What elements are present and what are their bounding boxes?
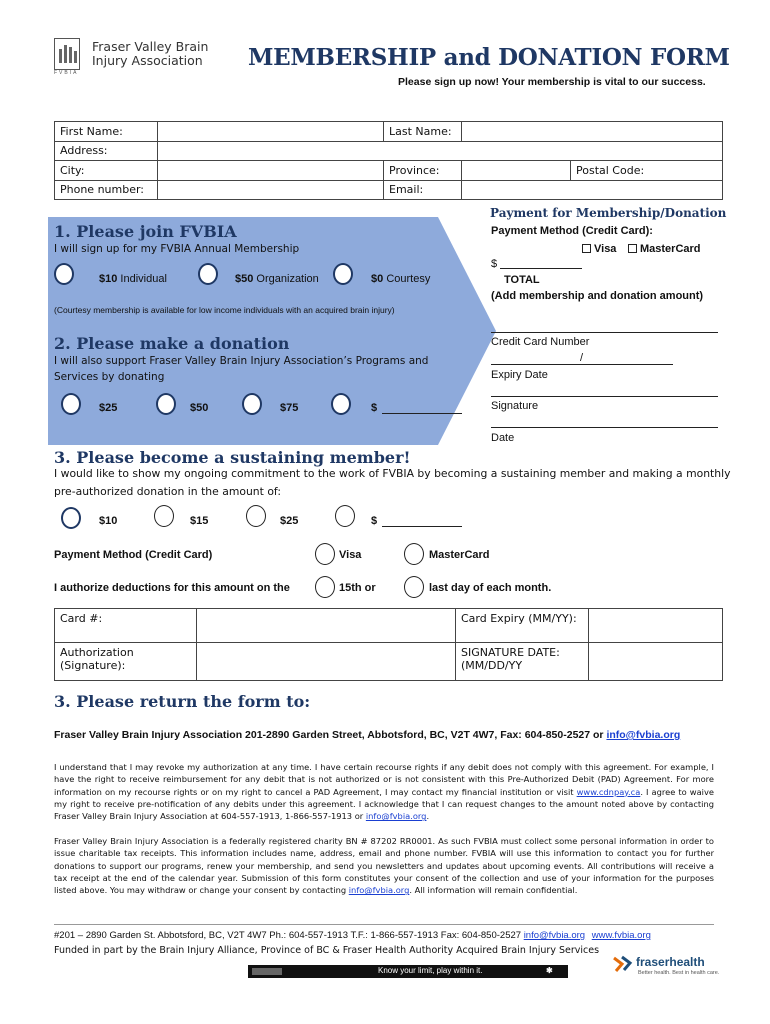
- donation-radio-other[interactable]: [331, 393, 351, 415]
- total-label: TOTAL: [504, 274, 540, 286]
- label: Organization: [256, 273, 319, 285]
- footer-website-link[interactable]: www.fvbia.org: [591, 930, 651, 941]
- sustaining-radio-10[interactable]: [61, 507, 81, 529]
- visa-label: Visa: [594, 243, 617, 255]
- section3-intro-line2: pre-authorized donation in the amount of:: [54, 485, 281, 498]
- first-name-label: First Name:: [55, 122, 158, 142]
- card-number-input[interactable]: [197, 609, 456, 643]
- form-subtitle: Please sign up now! Your membership is vital to our success.: [398, 76, 706, 88]
- expiry-label: Expiry Date: [491, 369, 548, 381]
- amount: $10: [99, 273, 118, 285]
- donation-radio-50[interactable]: [156, 393, 176, 415]
- authorization-label-line2: (Signature):: [60, 659, 126, 672]
- email-field[interactable]: [462, 180, 723, 200]
- postal-code-label[interactable]: Postal Code:: [571, 161, 723, 181]
- card-number-line[interactable]: [491, 332, 718, 333]
- return-email-link[interactable]: info@fvbia.org: [606, 729, 681, 741]
- amount: $0: [371, 273, 384, 285]
- phone-field[interactable]: [158, 180, 384, 200]
- footer-contact: [54, 930, 651, 941]
- section2-intro-line1: I will also support Fraser Valley Brain Injury Association’s Programs and: [54, 355, 429, 367]
- footer-email-link[interactable]: info@fvbia.org: [523, 930, 586, 941]
- card-expiry-label: Card Expiry (MM/YY):: [456, 609, 589, 643]
- sustaining-visa-label: Visa: [339, 549, 362, 561]
- membership-radio-organization[interactable]: [198, 263, 218, 285]
- authorization-input[interactable]: [197, 643, 456, 681]
- donation-option-75: $75: [280, 402, 299, 414]
- donation-option-50: $50: [190, 402, 209, 414]
- section3-intro-line1: I would like to show my ongoing commitment to the work of FVBIA by becoming a sustaining member and making a monthly: [54, 467, 731, 480]
- mastercard-checkbox[interactable]: [628, 244, 637, 253]
- total-amount-line[interactable]: [500, 268, 582, 269]
- org-name: [92, 40, 208, 68]
- section2-intro-line2: Services by donating: [54, 371, 165, 383]
- sponsor-tagline: Know your limit, play within it.: [378, 966, 483, 975]
- section3-heading: 3. Please become a sustaining member!: [54, 448, 411, 467]
- signature-date-label-line2: (MM/DD/YY: [461, 659, 523, 672]
- label: Individual: [120, 273, 167, 285]
- card-expiry-input[interactable]: [589, 609, 723, 643]
- section4-heading: 3. Please return the form to:: [54, 692, 311, 711]
- section1-intro: I will sign up for my FVBIA Annual Membership: [54, 243, 300, 255]
- donation-radio-75[interactable]: [242, 393, 262, 415]
- sustaining-payment-method-label: Payment Method (Credit Card): [54, 549, 213, 561]
- sustaining-radio-25[interactable]: [246, 505, 266, 527]
- phone-label: Phone number:: [55, 180, 158, 200]
- province-label: Province:: [384, 161, 462, 181]
- sustaining-radio-15[interactable]: [154, 505, 174, 527]
- donation-other-amount-line[interactable]: [382, 413, 462, 414]
- sustaining-option-10: $10: [99, 515, 118, 527]
- signature-date-label: [456, 643, 589, 681]
- province-field[interactable]: [462, 161, 571, 181]
- privacy-text-2: . All information will remain confidential.: [409, 885, 578, 896]
- card-details-table: [54, 608, 723, 681]
- sustaining-mastercard-label: MasterCard: [429, 549, 490, 561]
- privacy-email-link[interactable]: info@fvbia.org: [348, 885, 410, 896]
- sponsor-right-logo: ✱: [546, 966, 553, 975]
- form-title: MEMBERSHIP and DONATION FORM: [248, 44, 730, 71]
- pad-text-2: . I agree to waive my right to receive pre-notification of any debits under this agreement. I acknowledge that I can request changes to the amount noted above by contacting Fraser Valley Brain Injury Association at 604-557-1913, 1-866-557-1913 or: [54, 786, 714, 822]
- email-label: Email:: [384, 180, 462, 200]
- deduction-last-day-label: last day of each month.: [429, 582, 552, 594]
- pad-email-link[interactable]: info@fvbia.org: [365, 811, 427, 822]
- fraserhealth-name: fraserhealth: [636, 955, 705, 969]
- amount: $50: [235, 273, 254, 285]
- total-dollar-sign: $: [491, 258, 498, 270]
- fraserhealth-tagline: Better health. Best in health care.: [638, 970, 720, 976]
- sustaining-visa-radio[interactable]: [315, 543, 335, 565]
- org-name-line1: Fraser Valley Brain: [92, 39, 209, 54]
- fvbia-logo: [54, 38, 80, 70]
- org-name-line2: Injury Association: [92, 53, 203, 68]
- sustaining-other-amount-line[interactable]: [382, 526, 462, 527]
- sustaining-radio-other[interactable]: [335, 505, 355, 527]
- date-label: Date: [491, 432, 515, 444]
- footer-address: #201 – 2890 Garden St. Abbotsford, BC, V2T 4W7 Ph.: 604-557-1913 T.F.: 1-866-557-1913 Fax: 604-850-2527: [54, 930, 522, 941]
- deduction-15th-label: 15th or: [339, 582, 376, 594]
- city-field[interactable]: [158, 161, 384, 181]
- expiry-line[interactable]: [491, 364, 673, 365]
- label: Courtesy: [386, 273, 431, 285]
- authorization-label-line1: Authorization: [60, 646, 134, 659]
- footer-divider: [54, 924, 714, 925]
- footer-funded: Funded in part by the Brain Injury Alliance, Province of BC & Fraser Health Authority Acquired Brain Injury Services: [54, 945, 600, 956]
- authorization-label: [55, 643, 197, 681]
- payment-mastercard-option[interactable]: [628, 243, 701, 255]
- address-label: Address:: [55, 141, 158, 161]
- membership-radio-courtesy[interactable]: [333, 263, 353, 285]
- signature-date-label-line1: SIGNATURE DATE:: [461, 646, 560, 659]
- last-name-field[interactable]: [462, 122, 723, 142]
- pad-agreement-paragraph: [54, 761, 714, 822]
- signature-date-input[interactable]: [589, 643, 723, 681]
- membership-option-individual: [99, 273, 167, 285]
- pad-text-3: .: [426, 811, 430, 822]
- section2-heading: 2. Please make a donation: [54, 334, 290, 353]
- visa-checkbox[interactable]: [582, 244, 591, 253]
- payment-title: Payment for Membership/Donation: [490, 206, 727, 220]
- return-address-text: Fraser Valley Brain Injury Association 201-2890 Garden Street, Abbotsford, BC, V2T 4W7, Fax: 604-850-2527 or: [54, 729, 604, 741]
- signature-label: Signature: [491, 400, 539, 412]
- donation-option-25: $25: [99, 402, 118, 414]
- payment-method-label: Payment Method (Credit Card):: [491, 225, 653, 237]
- city-label: City:: [55, 161, 158, 181]
- signature-line[interactable]: [491, 427, 718, 428]
- return-address: [54, 729, 680, 741]
- sustaining-option-25: $25: [280, 515, 299, 527]
- bclc-logo: [252, 968, 282, 975]
- donation-option-other: $: [371, 402, 378, 414]
- sustaining-option-15: $15: [190, 515, 209, 527]
- privacy-text-1: Fraser Valley Brain Injury Association is a federally registered charity BN # 87202 RR0001. As such FVBIA must collect some personal information in order to issue charitable tax receipts. This information includes name, address, email and phone number. FVBIA will use this information to contact you for further donations to support our programs, renew your membership, and send you newsletters and updates about upcoming events. All contributions will receive a tax receipt at the end of the calendar year. Submission of this form constitutes your consent of the collection and use of your information for the purposes listed above. You may withdraw or change your consent by contacting: [54, 836, 714, 896]
- card-number-cell-label: Card #:: [55, 609, 197, 643]
- membership-option-organization: [235, 273, 319, 285]
- deduction-last-day-radio[interactable]: [404, 576, 424, 598]
- address-field[interactable]: [158, 141, 723, 161]
- contact-info-table: [54, 121, 723, 200]
- last-name-label: Last Name:: [384, 122, 462, 142]
- fraserhealth-icon: [612, 954, 634, 974]
- first-name-field[interactable]: [158, 122, 384, 142]
- cdnpay-link[interactable]: www.cdnpay.ca: [576, 786, 641, 797]
- sustaining-option-other: $: [371, 515, 378, 527]
- expiry-slash: /: [580, 352, 584, 364]
- section1-heading: 1. Please join FVBIA: [54, 222, 237, 241]
- mastercard-label: MasterCard: [640, 243, 701, 255]
- sustaining-mastercard-radio[interactable]: [404, 543, 424, 565]
- pad-text-1: I understand that I may revoke my authorization at any time. I have certain recourse rights if any debit does not comply with this agreement. For example, I have the right to receive reimbursement for any debit that is not authorized or is not consistent with this Pre-Authorized Debit (PAD) Agreement. For more information on my recourse rights or on my right to cancel a PAD Agreement, I may contact my financial institution or visit: [54, 762, 714, 797]
- courtesy-note: (Courtesy membership is available for low income individuals with an acquired brain injury): [54, 305, 395, 315]
- card-number-label: Credit Card Number: [491, 336, 590, 348]
- deduction-15th-radio[interactable]: [315, 576, 335, 598]
- org-abbrev: FVBIA: [54, 70, 79, 76]
- total-note: (Add membership and donation amount): [491, 290, 704, 302]
- payment-visa-option[interactable]: [582, 243, 616, 255]
- membership-radio-individual[interactable]: [54, 263, 74, 285]
- privacy-paragraph: [54, 835, 714, 896]
- donation-radio-25[interactable]: [61, 393, 81, 415]
- signature-top-line: [491, 396, 718, 397]
- authorize-label: I authorize deductions for this amount on the: [54, 582, 290, 594]
- membership-option-courtesy: [371, 273, 430, 285]
